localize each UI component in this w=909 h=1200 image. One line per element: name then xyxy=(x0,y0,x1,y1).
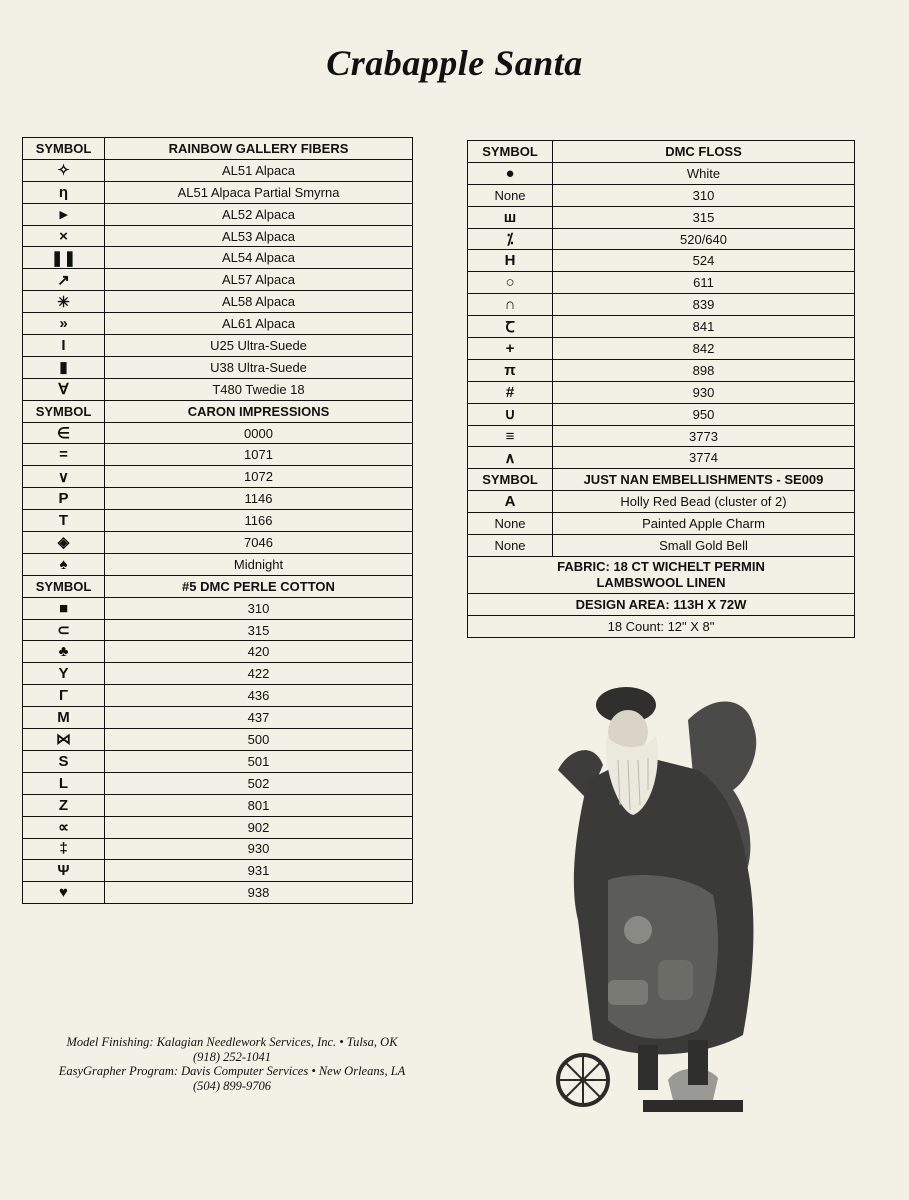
design-area-cell: DESIGN AREA: 113H X 72W xyxy=(468,593,855,615)
thread-label-cell: 839 xyxy=(553,294,855,316)
table-row xyxy=(468,206,855,228)
table-row xyxy=(468,513,855,535)
thread-label-cell: 3774 xyxy=(553,447,855,469)
table-row xyxy=(23,860,413,882)
table-row xyxy=(23,685,413,707)
thread-label-cell: 898 xyxy=(553,359,855,381)
symbol-cell: = xyxy=(23,444,105,466)
table-row xyxy=(23,816,413,838)
table-row xyxy=(23,597,413,619)
table-row xyxy=(468,338,855,360)
symbol-column-header: SYMBOL xyxy=(23,400,105,422)
credit-line-1: Model Finishing: Kalagian Needlework Services, Inc. • Tulsa, OK xyxy=(66,1035,398,1049)
thread-label-cell: White xyxy=(553,162,855,184)
section-header-row xyxy=(23,575,413,597)
thread-label-cell: AL51 Alpaca Partial Smyrna xyxy=(105,181,413,203)
symbol-cell: None xyxy=(468,513,553,535)
table-row xyxy=(23,291,413,313)
table-row xyxy=(468,294,855,316)
symbol-cell: ƞ xyxy=(23,181,105,203)
symbol-cell: ∪ xyxy=(468,403,553,425)
table-row xyxy=(23,269,413,291)
symbol-cell: P xyxy=(23,488,105,510)
symbol-cell: T xyxy=(23,510,105,532)
table-row xyxy=(468,403,855,425)
section-title: RAINBOW GALLERY FIBERS xyxy=(105,138,413,160)
thread-label-cell: 1071 xyxy=(105,444,413,466)
thread-label-cell: U25 Ultra-Suede xyxy=(105,335,413,357)
symbol-cell: # xyxy=(468,381,553,403)
table-row xyxy=(23,663,413,685)
table-row xyxy=(468,359,855,381)
symbol-cell: None xyxy=(468,184,553,206)
symbol-cell: None xyxy=(468,535,553,557)
symbol-cell: ❚❚ xyxy=(23,247,105,269)
table-row xyxy=(23,313,413,335)
section-title: CARON IMPRESSIONS xyxy=(105,400,413,422)
section-header-row xyxy=(468,469,855,491)
table-row xyxy=(468,491,855,513)
thread-label-cell: Small Gold Bell xyxy=(553,535,855,557)
thread-label-cell: 1146 xyxy=(105,488,413,510)
thread-label-cell: U38 Ultra-Suede xyxy=(105,356,413,378)
section-header-row xyxy=(23,400,413,422)
thread-label-cell: 0000 xyxy=(105,422,413,444)
thread-label-cell: Midnight xyxy=(105,553,413,575)
symbol-cell: ⁒ xyxy=(468,228,553,250)
thread-label-cell: AL61 Alpaca xyxy=(105,313,413,335)
table-row xyxy=(23,444,413,466)
thread-label-cell: 950 xyxy=(553,403,855,425)
table-row xyxy=(23,225,413,247)
symbol-cell: ∩ xyxy=(468,294,553,316)
symbol-cell: + xyxy=(468,338,553,360)
table-row xyxy=(23,159,413,181)
left-symbol-key-table xyxy=(22,137,413,904)
thread-label-cell: AL51 Alpaca xyxy=(105,159,413,181)
table-row xyxy=(23,838,413,860)
table-row xyxy=(23,794,413,816)
table-row xyxy=(468,272,855,294)
symbol-cell: ∝ xyxy=(23,816,105,838)
symbol-cell: ○ xyxy=(468,272,553,294)
table-row xyxy=(468,250,855,272)
santa-illustration xyxy=(548,680,778,1130)
table-row xyxy=(23,203,413,225)
thread-label-cell: 437 xyxy=(105,707,413,729)
thread-label-cell: 7046 xyxy=(105,532,413,554)
thread-label-cell: 524 xyxy=(553,250,855,272)
table-row xyxy=(23,553,413,575)
thread-label-cell: 902 xyxy=(105,816,413,838)
table-row xyxy=(23,247,413,269)
thread-label-cell: 420 xyxy=(105,641,413,663)
thread-label-cell: 801 xyxy=(105,794,413,816)
table-row xyxy=(23,335,413,357)
section-title: DMC FLOSS xyxy=(553,141,855,163)
symbol-cell: ◈ xyxy=(23,532,105,554)
thread-label-cell: AL58 Alpaca xyxy=(105,291,413,313)
symbol-cell: π xyxy=(468,359,553,381)
symbol-cell: ∨ xyxy=(23,466,105,488)
fabric-line-1: FABRIC: 18 CT WICHELT PERMIN xyxy=(557,558,765,574)
symbol-cell: ▮ xyxy=(23,356,105,378)
symbol-column-header: SYMBOL xyxy=(468,141,553,163)
table-row xyxy=(23,466,413,488)
section-title: #5 DMC PERLE COTTON xyxy=(105,575,413,597)
symbol-cell: ↗ xyxy=(23,269,105,291)
thread-label-cell: 500 xyxy=(105,729,413,751)
symbol-cell: ■ xyxy=(23,597,105,619)
table-row xyxy=(468,316,855,338)
thread-label-cell: 502 xyxy=(105,772,413,794)
symbol-cell: A xyxy=(468,491,553,513)
table-row xyxy=(23,378,413,400)
table-row xyxy=(23,422,413,444)
table-row xyxy=(468,162,855,184)
thread-label-cell: 310 xyxy=(553,184,855,206)
table-row xyxy=(23,750,413,772)
thread-label-cell: AL57 Alpaca xyxy=(105,269,413,291)
symbol-column-header: SYMBOL xyxy=(23,575,105,597)
credit-line-3: EasyGrapher Program: Davis Computer Services • New Orleans, LA xyxy=(58,1064,406,1078)
table-row xyxy=(468,425,855,447)
table-row xyxy=(468,381,855,403)
table-row xyxy=(23,619,413,641)
symbol-cell: ∧ xyxy=(468,447,553,469)
symbol-cell: ♥ xyxy=(23,882,105,904)
table-row xyxy=(23,181,413,203)
symbol-cell: ≡ xyxy=(468,425,553,447)
thread-label-cell: 422 xyxy=(105,663,413,685)
table-row xyxy=(468,447,855,469)
credits-block xyxy=(22,1035,442,1093)
symbol-cell: ✧ xyxy=(23,159,105,181)
symbol-cell: ⊂ xyxy=(23,619,105,641)
table-row xyxy=(23,772,413,794)
symbol-cell: ∀ xyxy=(23,378,105,400)
thread-label-cell: 1072 xyxy=(105,466,413,488)
thread-label-cell: 315 xyxy=(105,619,413,641)
thread-label-cell: 842 xyxy=(553,338,855,360)
table-row xyxy=(468,228,855,250)
symbol-cell: ∈ xyxy=(23,422,105,444)
thread-label-cell: 611 xyxy=(553,272,855,294)
symbol-cell: Ψ xyxy=(23,860,105,882)
thread-label-cell: 1166 xyxy=(105,510,413,532)
symbol-cell: L xyxy=(23,772,105,794)
credit-line-4: (504) 899-9706 xyxy=(192,1078,272,1093)
symbol-cell: ⋈ xyxy=(23,729,105,751)
thread-label-cell: Painted Apple Charm xyxy=(553,513,855,535)
symbol-cell: × xyxy=(23,225,105,247)
symbol-cell: H xyxy=(468,250,553,272)
symbol-cell: ▸ xyxy=(23,203,105,225)
table-row xyxy=(23,532,413,554)
stitch-count-row xyxy=(468,615,855,637)
thread-label-cell: 931 xyxy=(105,860,413,882)
table-row xyxy=(468,535,855,557)
thread-label-cell: AL52 Alpaca xyxy=(105,203,413,225)
design-area-row xyxy=(468,593,855,615)
table-row xyxy=(468,184,855,206)
thread-label-cell: Holly Red Bead (cluster of 2) xyxy=(553,491,855,513)
table-row xyxy=(23,729,413,751)
thread-label-cell: 930 xyxy=(553,381,855,403)
thread-label-cell: 841 xyxy=(553,316,855,338)
symbol-column-header: SYMBOL xyxy=(468,469,553,491)
credit-line-2: (918) 252-1041 xyxy=(192,1049,272,1064)
thread-label-cell: 3773 xyxy=(553,425,855,447)
symbol-cell: ш xyxy=(468,206,553,228)
fabric-line-2: LAMBSWOOL LINEN xyxy=(596,574,726,590)
symbol-cell: Ꞇ xyxy=(468,316,553,338)
thread-label-cell: 436 xyxy=(105,685,413,707)
fabric-row xyxy=(468,556,855,593)
symbol-cell: Y xyxy=(23,663,105,685)
symbol-cell: M xyxy=(23,707,105,729)
thread-label-cell: 938 xyxy=(105,882,413,904)
section-title: JUST NAN EMBELLISHMENTS - SE009 xyxy=(553,469,855,491)
table-row xyxy=(23,641,413,663)
symbol-cell: ♠ xyxy=(23,553,105,575)
symbol-cell: Γ xyxy=(23,685,105,707)
symbol-cell: S xyxy=(23,750,105,772)
thread-label-cell: 930 xyxy=(105,838,413,860)
thread-label-cell: 501 xyxy=(105,750,413,772)
thread-label-cell: 310 xyxy=(105,597,413,619)
symbol-cell: I xyxy=(23,335,105,357)
symbol-cell: ✳ xyxy=(23,291,105,313)
thread-label-cell: AL53 Alpaca xyxy=(105,225,413,247)
fabric-cell xyxy=(468,556,855,593)
symbol-cell: ● xyxy=(468,162,553,184)
thread-label-cell: 520/640 xyxy=(553,228,855,250)
stitch-count-cell: 18 Count: 12" X 8" xyxy=(468,615,855,637)
table-row xyxy=(23,356,413,378)
table-row xyxy=(23,488,413,510)
section-header-row xyxy=(468,141,855,163)
symbol-cell: Z xyxy=(23,794,105,816)
thread-label-cell: AL54 Alpaca xyxy=(105,247,413,269)
thread-label-cell: T480 Twedie 18 xyxy=(105,378,413,400)
table-row xyxy=(23,882,413,904)
table-row xyxy=(23,510,413,532)
thread-label-cell: 315 xyxy=(553,206,855,228)
symbol-cell: » xyxy=(23,313,105,335)
table-row xyxy=(23,707,413,729)
symbol-column-header: SYMBOL xyxy=(23,138,105,160)
page-title: Crabapple Santa xyxy=(326,43,583,83)
section-header-row xyxy=(23,138,413,160)
right-symbol-key-table xyxy=(467,140,855,638)
symbol-cell: ‡ xyxy=(23,838,105,860)
symbol-cell: ♣ xyxy=(23,641,105,663)
